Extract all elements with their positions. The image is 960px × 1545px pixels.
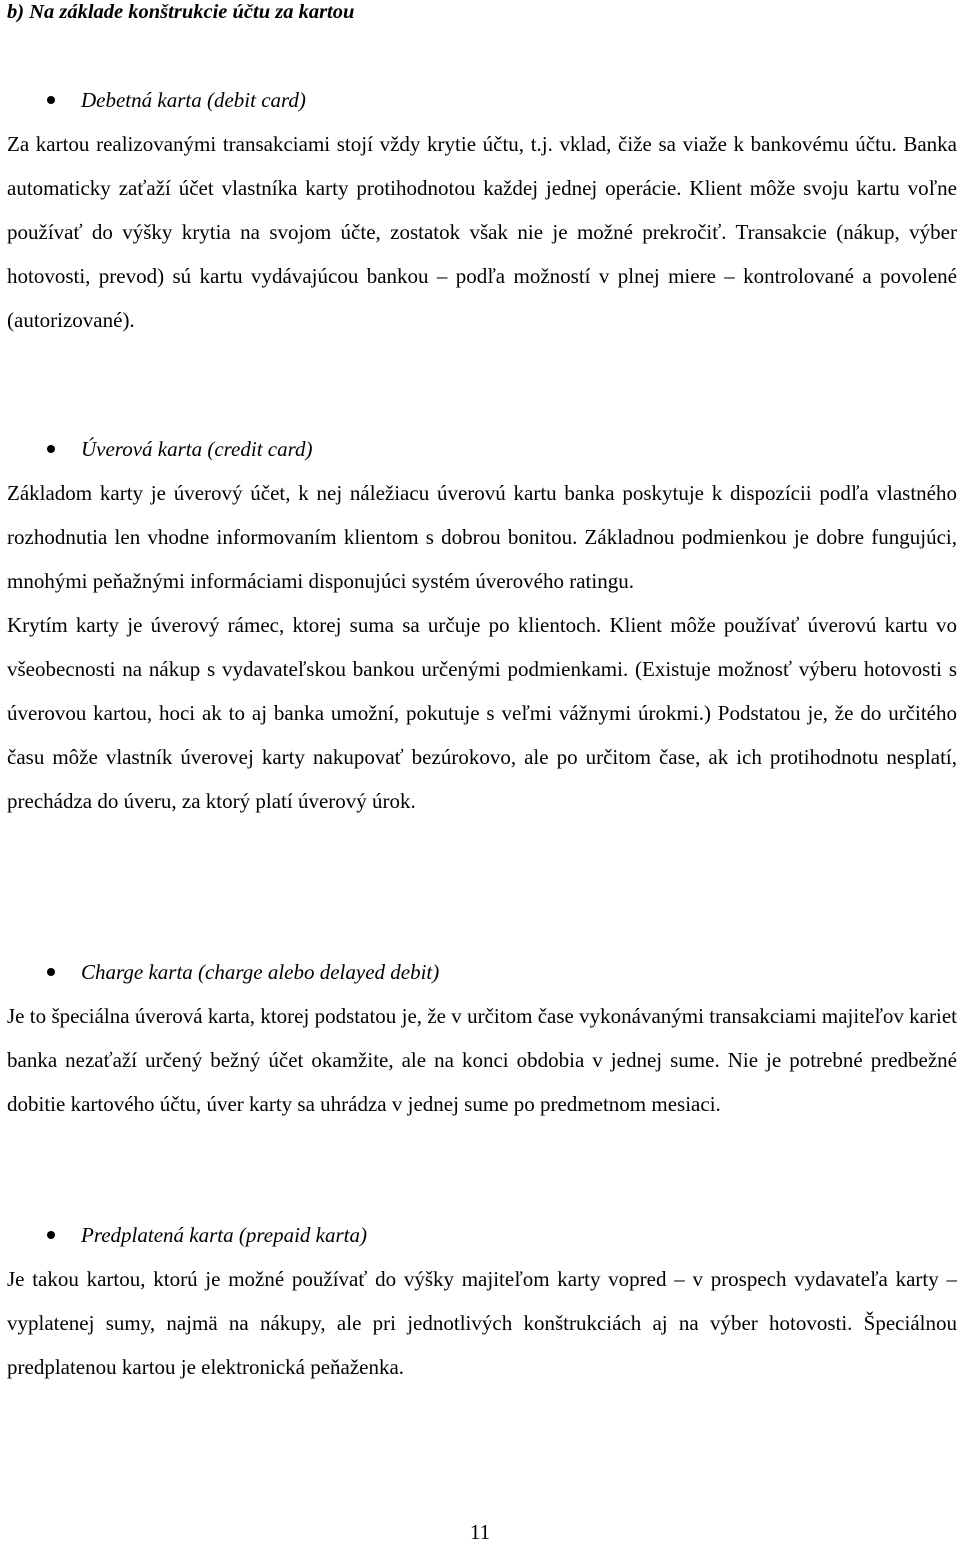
bullet-title: Debetná karta (debit card) bbox=[81, 88, 306, 112]
section-prepaid-card bbox=[7, 1213, 957, 1389]
bullet-title: Charge karta (charge alebo delayed debit) bbox=[81, 960, 440, 984]
bullet-icon bbox=[47, 968, 55, 976]
paragraph: Je takou kartou, ktorú je možné používať do výšky majiteľom karty vopred – v prospech vydavateľa karty – vyplatenej sumy, najmä na nákupy, ale pri jednotlivých konštrukciách aj na výber hotovosti. Špeciálnou predplatenou kartou je elektronická peňaženka. bbox=[7, 1267, 957, 1379]
bullet-icon bbox=[47, 96, 55, 104]
bullet-icon bbox=[47, 445, 55, 453]
paragraph: Je to špeciálna úverová karta, ktorej podstatou je, že v určitom čase vykonávanými transakciami majiteľov kariet banka nezaťaží určený bežný účet okamžite, ale na konci obdobia v jednej sume. Nie je potrebné predbežné dobitie kartového účtu, úver karty sa uhrádza v jednej sume po predmetnom mesiaci. bbox=[7, 1004, 957, 1116]
paragraph: Za kartou realizovanými transakciami stojí vždy krytie účtu, t.j. vklad, čiže sa viaže k bankovému účtu. Banka automaticky zaťaží účet vlastníka karty protihodnotou každej jednej operácie. Klient môže svoju kartu voľne používať do výšky krytia na svojom účte, zostatok však nie je možné prekročiť. Transakcie (nákup, výber hotovosti, prevod) sú kartu vydávajúcou bankou – podľa možností v plnej miere – kontrolované a povolené (autorizované). bbox=[7, 132, 957, 332]
section-charge-card bbox=[7, 950, 957, 1126]
bullet-item-credit-card bbox=[7, 427, 957, 471]
bullet-title: Úverová karta (credit card) bbox=[81, 437, 313, 461]
bullet-item-debit-card bbox=[7, 78, 957, 122]
section-credit-card bbox=[7, 427, 957, 823]
section-debit-card bbox=[7, 78, 957, 342]
bullet-item-charge-card bbox=[7, 950, 957, 994]
bullet-item-prepaid-card bbox=[7, 1213, 957, 1257]
paragraph: Krytím karty je úverový rámec, ktorej suma sa určuje po klientoch. Klient môže používať úverovú kartu vo všeobecnosti na nákup s vydavateľskou bankou určenými podmienkami. (Existuje možnosť výberu hotovosti s úverovou kartou, hoci ak to aj banka umožní, pokutuje s veľmi vážnymi úrokmi.) Podstatou je, že do určitého času môže vlastník úverovej karty nakupovať bezúrokovo, ale po určitom čase, ak ich protihodnotu nesplatí, prechádza do úveru, za ktorý platí úverový úrok. bbox=[7, 613, 957, 813]
section-heading: b) Na základe konštrukcie účtu za kartou bbox=[7, 1, 355, 23]
page-number: 11 bbox=[469, 1520, 491, 1544]
bullet-icon bbox=[47, 1231, 55, 1239]
bullet-title: Predplatená karta (prepaid karta) bbox=[81, 1223, 367, 1247]
paragraph: Základom karty je úverový účet, k nej náležiacu úverovú kartu banka poskytuje k dispozícii podľa vlastného rozhodnutia len vhodne informovaním klientom s dobrou bonitou. Základnou podmienkou je dobre fungujúci, mnohými peňažnými informáciami disponujúci systém úverového ratingu. bbox=[7, 481, 957, 593]
